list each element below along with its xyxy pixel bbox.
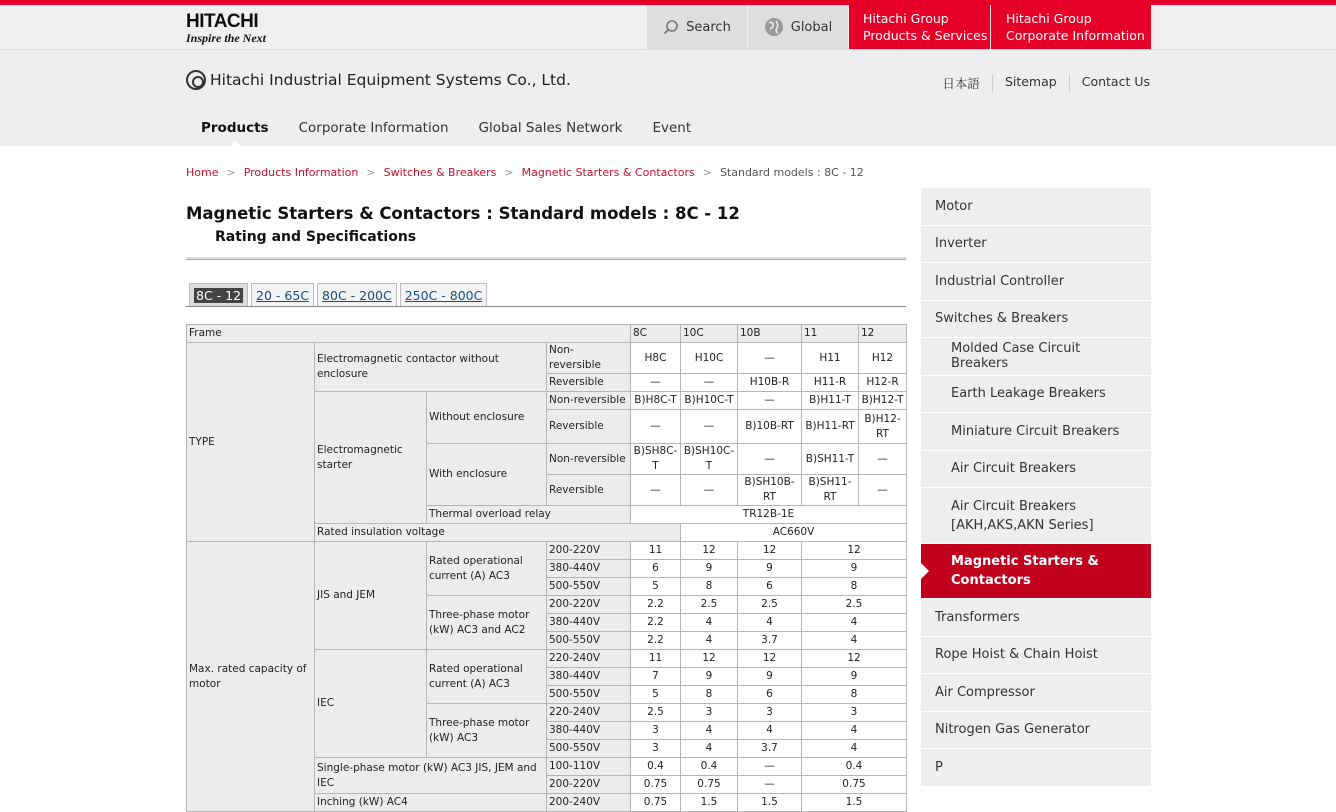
- table-cell: 8: [802, 686, 907, 704]
- sidebar-item-air-compressor[interactable]: Air Compressor: [921, 674, 1151, 712]
- table-cell: TYPE: [187, 343, 315, 542]
- table-cell: 200-220V: [547, 542, 631, 560]
- table-cell: 5: [631, 578, 681, 596]
- sidebar-item-elb[interactable]: Earth Leakage Breakers: [921, 376, 1151, 414]
- table-cell: 11: [631, 542, 681, 560]
- table-cell: 9: [681, 668, 738, 686]
- table-cell: —: [681, 475, 738, 506]
- breadcrumb: [186, 166, 864, 179]
- table-cell: 11: [631, 650, 681, 668]
- table-cell: B)SH11-T: [802, 444, 859, 475]
- table-cell: IEC: [315, 650, 427, 758]
- sidebar-item-transformers[interactable]: Transformers: [921, 599, 1151, 637]
- sidebar-item-acb[interactable]: Air Circuit Breakers: [921, 451, 1151, 489]
- language-link[interactable]: 日本語: [942, 76, 980, 91]
- table-cell: 2.2: [631, 632, 681, 650]
- table-cell: 380-440V: [547, 722, 631, 740]
- table-cell: Three-phase motor (kW) AC3: [427, 704, 547, 758]
- breadcrumb-current: Standard models : 8C - 12: [719, 166, 864, 179]
- tab-80c-200c[interactable]: 80C - 200C: [317, 283, 397, 306]
- group-corporate-line2: Corporate Information: [1006, 28, 1145, 43]
- table-cell: B)H11-RT: [802, 410, 859, 444]
- table-cell: 11: [802, 325, 859, 343]
- table-cell: Three-phase motor (kW) AC3 and AC2: [427, 596, 547, 650]
- table-cell: —: [738, 444, 802, 475]
- table-cell: 3: [738, 704, 802, 722]
- tab-250c-800c[interactable]: 250C - 800C: [400, 283, 488, 306]
- table-cell: —: [631, 410, 681, 444]
- table-cell: 3: [631, 740, 681, 758]
- table-cell: —: [631, 475, 681, 506]
- table-cell: Thermal overload relay: [427, 506, 631, 524]
- global-button[interactable]: [748, 5, 848, 49]
- table-cell: 10B: [738, 325, 802, 343]
- global-label: Global: [790, 19, 833, 35]
- model-tabs: [186, 283, 906, 307]
- table-cell: 2.2: [631, 596, 681, 614]
- table-cell: 0.4: [631, 758, 681, 776]
- table-cell: H8C: [631, 343, 681, 374]
- breadcrumb-switches[interactable]: Switches & Breakers: [383, 166, 497, 179]
- table-cell: 500-550V: [547, 740, 631, 758]
- table-cell: 1.5: [802, 794, 907, 812]
- table-cell: 500-550V: [547, 578, 631, 596]
- table-cell: 3.7: [738, 740, 802, 758]
- table-cell: 2.5: [802, 596, 907, 614]
- table-cell: —: [859, 444, 907, 475]
- sidebar-item-magnetic-starters[interactable]: Magnetic Starters & Contactors: [921, 544, 1151, 599]
- table-cell: B)H12-RT: [859, 410, 907, 444]
- page-subtitle: Rating and Specifications: [215, 229, 417, 245]
- table-cell: Non-reversible: [547, 392, 631, 410]
- table-cell: Electromagnetic contactor without enclosure: [315, 343, 547, 392]
- table-cell: —: [738, 392, 802, 410]
- table-cell: B)SH11-RT: [802, 475, 859, 506]
- sidebar-item-nitrogen[interactable]: Nitrogen Gas Generator: [921, 712, 1151, 750]
- table-cell: 4: [802, 614, 907, 632]
- sidebar-item-inverter[interactable]: Inverter: [921, 226, 1151, 264]
- table-cell: 12: [802, 650, 907, 668]
- table-cell: —: [738, 343, 802, 374]
- table-cell: Non- reversible: [547, 343, 631, 374]
- table-cell: AC660V: [681, 524, 907, 542]
- table-cell: 4: [738, 722, 802, 740]
- table-cell: 12: [738, 542, 802, 560]
- table-cell: 12: [681, 542, 738, 560]
- utility-links: [930, 74, 1150, 92]
- global-topbar: [0, 5, 1336, 50]
- nav-corporate[interactable]: Corporate Information: [298, 120, 449, 136]
- sidebar-item-industrial-controller[interactable]: Industrial Controller: [921, 263, 1151, 301]
- group-products-link[interactable]: [849, 5, 990, 49]
- table-cell: H12: [859, 343, 907, 374]
- table-cell: Inching (kW) AC4: [315, 794, 547, 812]
- page-title: Magnetic Starters & Contactors : Standard models : 8C - 12: [186, 204, 740, 223]
- sidebar-item-acb-akh[interactable]: Air Circuit Breakers [AKH,AKS,AKN Series]: [921, 488, 1151, 544]
- sidebar-item-hoist[interactable]: Rope Hoist & Chain Hoist: [921, 637, 1151, 675]
- table-cell: Rated operational current (A) AC3: [427, 542, 547, 596]
- table-cell: 8: [681, 686, 738, 704]
- table-cell: 12: [859, 325, 907, 343]
- table-cell: 380-440V: [547, 560, 631, 578]
- table-cell: B)SH10C-T: [681, 444, 738, 475]
- table-cell: 0.4: [802, 758, 907, 776]
- table-cell: Without enclosure: [427, 392, 547, 444]
- company-logo[interactable]: [186, 70, 571, 90]
- table-cell: 12: [738, 650, 802, 668]
- table-cell: 0.4: [681, 758, 738, 776]
- table-cell: —: [859, 475, 907, 506]
- tab-8c-12[interactable]: [189, 283, 248, 306]
- table-cell: 4: [802, 740, 907, 758]
- table-cell: 6: [738, 578, 802, 596]
- table-cell: H10B-R: [738, 374, 802, 392]
- table-row: [187, 325, 907, 343]
- table-cell: B)10B-RT: [738, 410, 802, 444]
- tab-label: 8C - 12: [196, 287, 242, 303]
- table-cell: B)H8C-T: [631, 392, 681, 410]
- table-cell: 4: [681, 632, 738, 650]
- table-cell: 3: [802, 704, 907, 722]
- logo-tagline: Inspire the Next: [186, 31, 267, 45]
- table-cell: H12-R: [859, 374, 907, 392]
- sidebar-item-switches-breakers[interactable]: Switches & Breakers: [921, 301, 1151, 339]
- table-cell: 4: [681, 740, 738, 758]
- group-products-line2: Products & Services: [863, 28, 988, 43]
- table-cell: 500-550V: [547, 686, 631, 704]
- table-cell: 0.75: [631, 794, 681, 812]
- spec-table: [186, 324, 907, 812]
- table-cell: 12: [802, 542, 907, 560]
- table-cell: 6: [738, 686, 802, 704]
- table-cell: 8: [681, 578, 738, 596]
- table-cell: H11: [802, 343, 859, 374]
- table-cell: 220-240V: [547, 650, 631, 668]
- breadcrumb-products[interactable]: Products Information: [243, 166, 359, 179]
- table-cell: Reversible: [547, 475, 631, 506]
- table-cell: 6: [631, 560, 681, 578]
- hitachi-logo[interactable]: [186, 13, 296, 45]
- table-cell: 2.5: [738, 596, 802, 614]
- table-cell: B)H11-T: [802, 392, 859, 410]
- nav-products[interactable]: Products: [186, 120, 284, 146]
- tab-20-65c[interactable]: 20 - 65C: [251, 283, 314, 306]
- sidebar-item-more[interactable]: P: [921, 749, 1151, 787]
- table-cell: Electromagnetic starter: [315, 392, 427, 524]
- nav-event[interactable]: Event: [652, 120, 692, 136]
- table-cell: 4: [681, 614, 738, 632]
- table-cell: 1.5: [738, 794, 802, 812]
- table-cell: 9: [738, 668, 802, 686]
- table-cell: 380-440V: [547, 614, 631, 632]
- table-cell: 9: [802, 668, 907, 686]
- table-cell: 380-440V: [547, 668, 631, 686]
- table-cell: 5: [631, 686, 681, 704]
- breadcrumb-sep: >: [504, 166, 514, 179]
- table-cell: 10C: [681, 325, 738, 343]
- table-cell: 9: [802, 560, 907, 578]
- search-icon: [663, 19, 679, 35]
- table-cell: 0.75: [802, 776, 907, 794]
- title-divider: [186, 257, 906, 260]
- sidebar-nav: [921, 188, 1151, 787]
- table-cell: 12: [681, 650, 738, 668]
- table-cell: 500-550V: [547, 632, 631, 650]
- group-corporate-link[interactable]: [991, 5, 1151, 49]
- table-cell: 200-240V: [547, 794, 631, 812]
- table-cell: B)SH10B-RT: [738, 475, 802, 506]
- group-products-line1: Hitachi Group: [863, 11, 949, 26]
- table-cell: 4: [738, 614, 802, 632]
- table-cell: —: [681, 410, 738, 444]
- search-button[interactable]: [647, 5, 747, 49]
- table-cell: —: [738, 758, 802, 776]
- site-header: [0, 50, 1336, 146]
- table-cell: 3.7: [738, 632, 802, 650]
- table-cell: With enclosure: [427, 444, 547, 506]
- breadcrumb-sep: >: [226, 166, 236, 179]
- table-cell: 4: [802, 632, 907, 650]
- table-cell: 4: [681, 722, 738, 740]
- table-cell: Rated operational current (A) AC3: [427, 650, 547, 704]
- table-cell: JIS and JEM: [315, 542, 427, 650]
- table-cell: B)H12-T: [859, 392, 907, 410]
- table-cell: 1.5: [681, 794, 738, 812]
- sidebar-item-motor[interactable]: Motor: [921, 188, 1151, 226]
- sidebar-item-mccb[interactable]: Molded Case Circuit Breakers: [921, 338, 1151, 376]
- sidebar-item-mcb[interactable]: Miniature Circuit Breakers: [921, 413, 1151, 451]
- table-cell: 2.5: [681, 596, 738, 614]
- sitemap-link[interactable]: Sitemap: [992, 74, 1069, 92]
- table-cell: H11-R: [802, 374, 859, 392]
- table-cell: 9: [681, 560, 738, 578]
- table-cell: Frame: [187, 325, 631, 343]
- table-cell: Rated insulation voltage: [315, 524, 681, 542]
- table-cell: 200-220V: [547, 596, 631, 614]
- table-cell: Non-reversible: [547, 444, 631, 475]
- table-cell: Reversible: [547, 410, 631, 444]
- table-cell: H10C: [681, 343, 738, 374]
- table-cell: 0.75: [681, 776, 738, 794]
- breadcrumb-home[interactable]: Home: [186, 166, 219, 179]
- table-cell: 0.75: [631, 776, 681, 794]
- table-cell: —: [738, 776, 802, 794]
- table-cell: 100-110V: [547, 758, 631, 776]
- table-row: [187, 542, 907, 560]
- table-cell: 9: [738, 560, 802, 578]
- globe-icon: [764, 17, 784, 37]
- table-cell: Reversible: [547, 374, 631, 392]
- table-cell: 3: [631, 722, 681, 740]
- group-corporate-line1: Hitachi Group: [1006, 11, 1092, 26]
- breadcrumb-magnetic[interactable]: Magnetic Starters & Contactors: [521, 166, 695, 179]
- nav-sales-network[interactable]: Global Sales Network: [478, 120, 623, 136]
- table-row: [187, 343, 907, 374]
- table-cell: B)SH8C-T: [631, 444, 681, 475]
- breadcrumb-sep: >: [702, 166, 712, 179]
- table-cell: Max. rated capacity of motor: [187, 542, 315, 812]
- search-label: Search: [686, 19, 731, 35]
- table-cell: Single-phase motor (kW) AC3 JIS, JEM and IEC: [315, 758, 547, 794]
- main-nav: [186, 120, 706, 146]
- table-cell: 2.5: [631, 704, 681, 722]
- table-cell: 2.2: [631, 614, 681, 632]
- table-cell: 200-220V: [547, 776, 631, 794]
- contact-link[interactable]: Contact Us: [1069, 74, 1150, 92]
- logo-wordmark: HITACHI: [186, 11, 259, 32]
- table-cell: —: [631, 374, 681, 392]
- company-name: Hitachi Industrial Equipment Systems Co., Ltd.: [210, 71, 571, 89]
- table-cell: 8: [802, 578, 907, 596]
- table-cell: 7: [631, 668, 681, 686]
- table-cell: B)H10C-T: [681, 392, 738, 410]
- table-cell: TR12B-1E: [631, 506, 907, 524]
- gear-icon: [186, 70, 206, 90]
- table-cell: 4: [802, 722, 907, 740]
- table-cell: —: [681, 374, 738, 392]
- breadcrumb-sep: >: [366, 166, 376, 179]
- table-cell: 3: [681, 704, 738, 722]
- table-cell: 8C: [631, 325, 681, 343]
- table-cell: 220-240V: [547, 704, 631, 722]
